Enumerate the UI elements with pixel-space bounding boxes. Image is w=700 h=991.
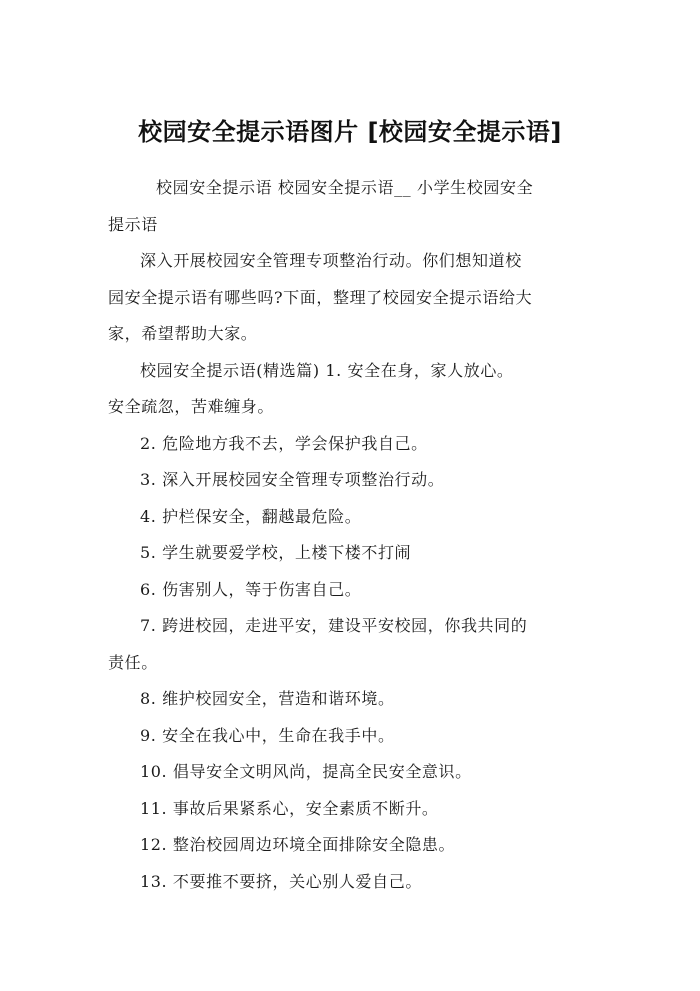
paragraph-line: 校园安全提示语(精选篇) 1. 安全在身，家人放心。 — [140, 360, 514, 380]
paragraph-line: 校园安全提示语 校园安全提示语__ 小学生校园安全 — [156, 178, 534, 197]
paragraph-line: 家，希望帮助大家。 — [108, 324, 258, 343]
list-item: 2. 危险地方我不去，学会保护我自己。 — [140, 433, 428, 453]
list-item: 7. 跨进校园，走进平安，建设平安校园，你我共同的 — [140, 616, 528, 635]
list-item: 4. 护栏保安全，翻越最危险。 — [140, 506, 362, 526]
paragraph-line: 提示语 — [108, 214, 158, 234]
list-item: 5. 学生就要爱学校，上楼下楼不打闹 — [140, 543, 412, 562]
list-item: 3. 深入开展校园安全管理专项整治行动。 — [140, 470, 445, 489]
paragraph-line: 深入开展校园安全管理专项整治行动。你们想知道校 — [140, 251, 522, 270]
list-item: 12. 整治校园周边环境全面排除安全隐患。 — [140, 835, 456, 854]
document-title: 校园安全提示语图片 [校园安全提示语] — [138, 118, 562, 146]
paragraph-line: 园安全提示语有哪些吗?下面，整理了校园安全提示语给大 — [108, 287, 533, 307]
list-item-continuation: 责任。 — [108, 652, 158, 672]
list-item: 8. 维护校园安全，营造和谐环境。 — [140, 689, 395, 708]
list-item: 10. 倡导安全文明风尚，提高全民安全意识。 — [140, 762, 472, 781]
list-item: 13. 不要推不要挤，关心别人爱自己。 — [140, 871, 422, 891]
list-item: 11. 事故后果紧系心，安全素质不断升。 — [140, 798, 439, 818]
list-item: 6. 伤害别人，等于伤害自己。 — [140, 579, 362, 599]
paragraph-line: 安全疏忽，苦难缠身。 — [108, 397, 275, 416]
list-item: 9. 安全在我心中，生命在我手中。 — [140, 725, 395, 745]
document-body — [108, 170, 598, 900]
